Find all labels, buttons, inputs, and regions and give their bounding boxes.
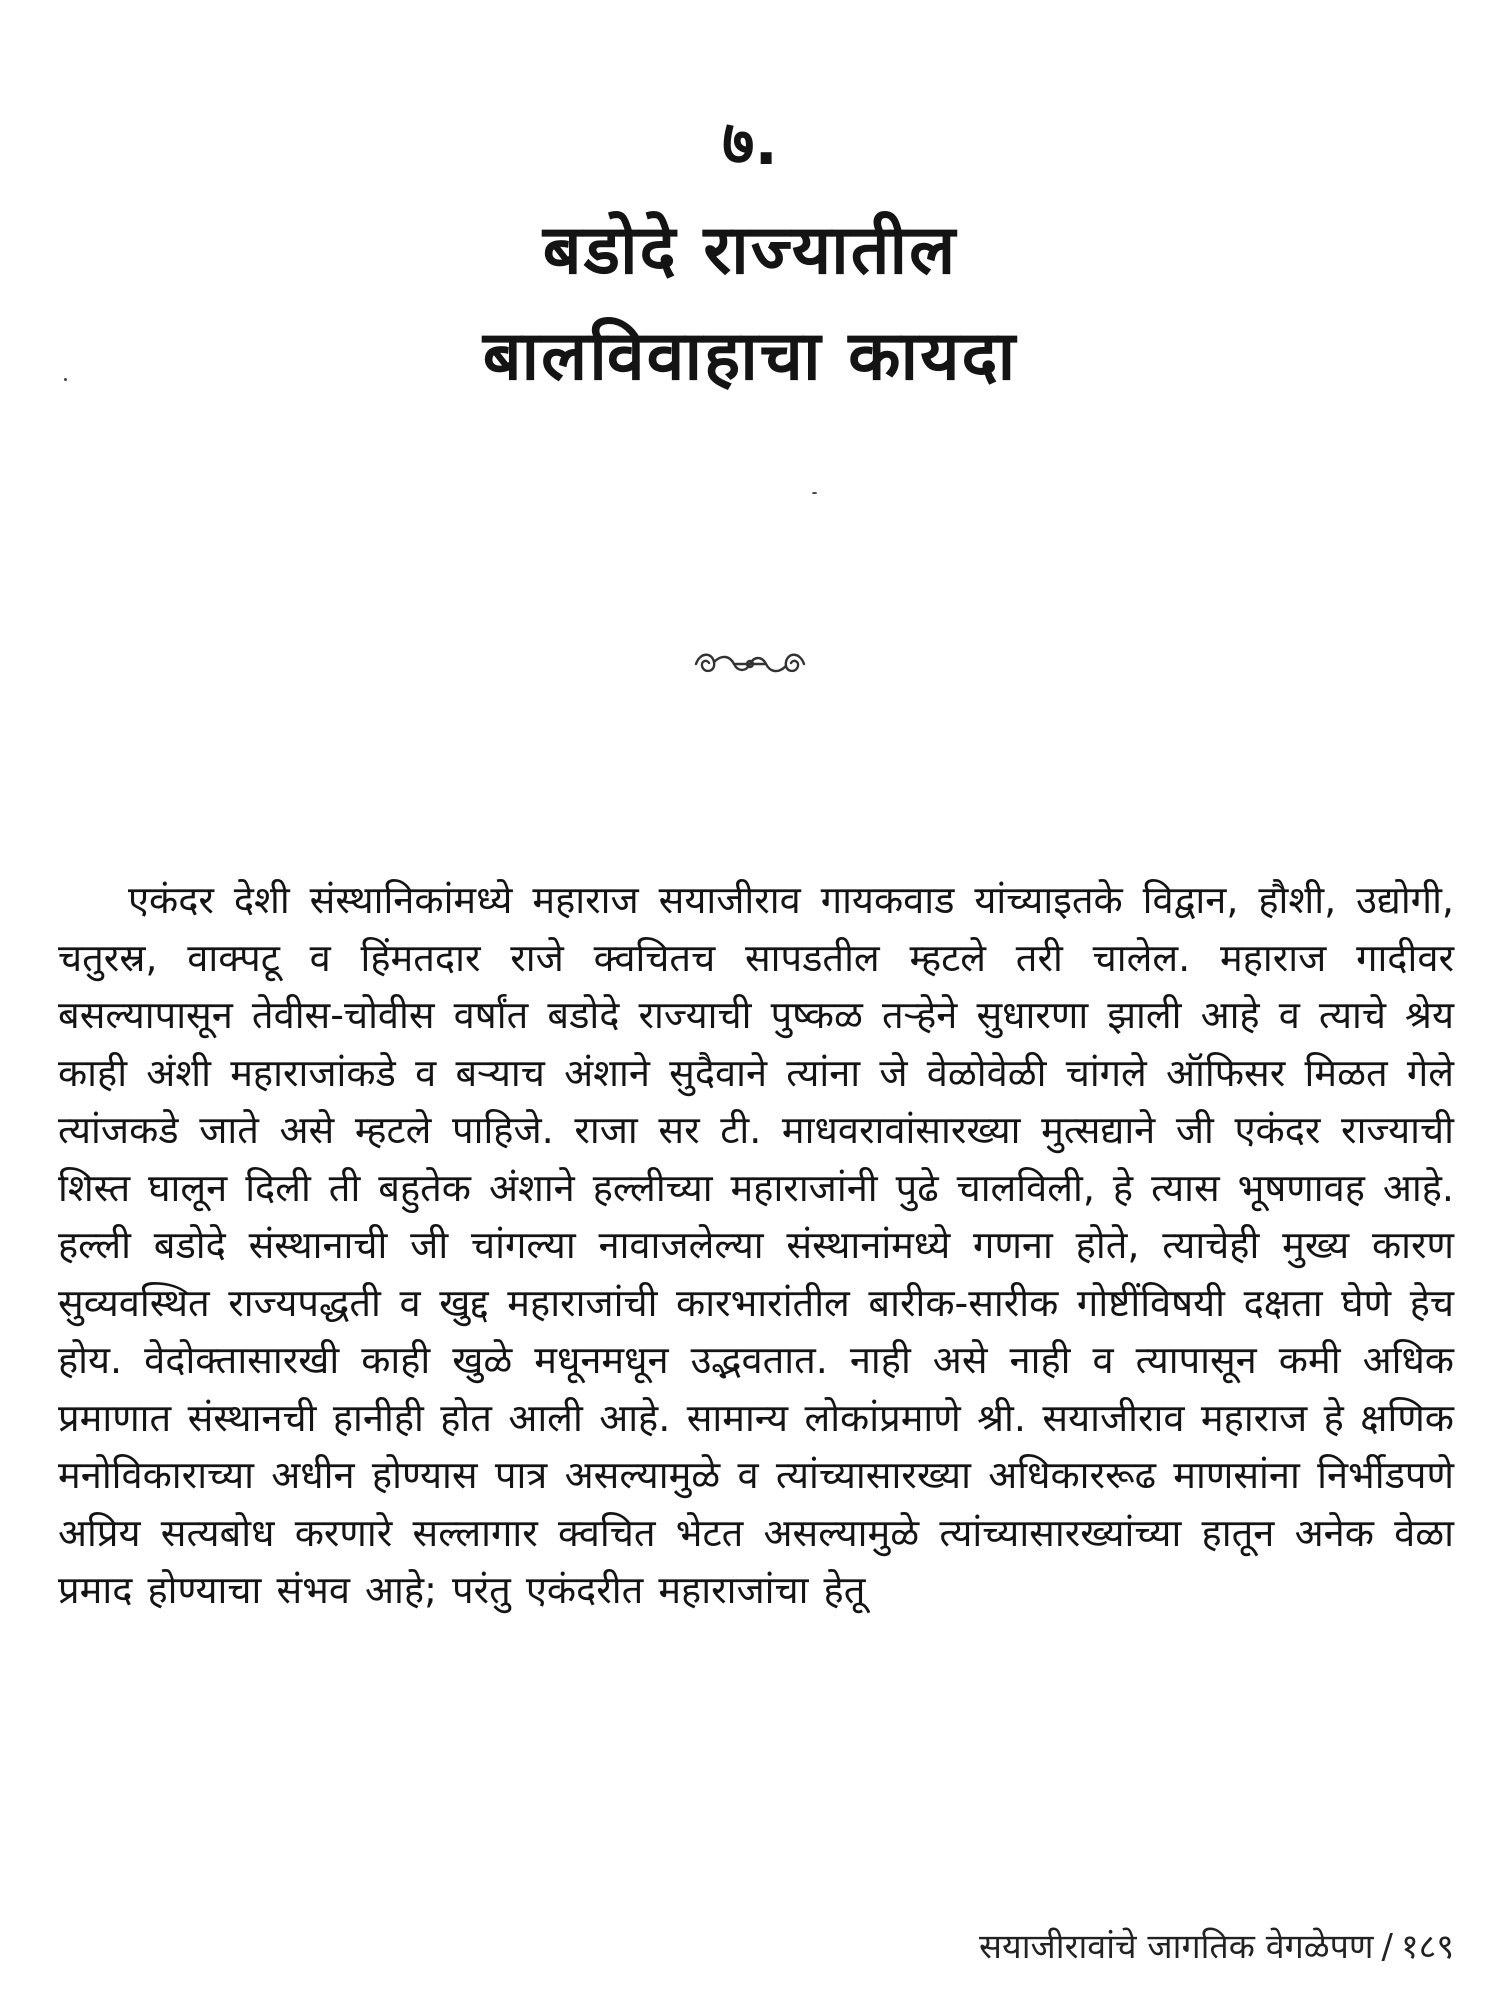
chapter-title-line-1: बडोदे राज्यातील: [542, 211, 958, 290]
body-paragraph: एकंदर देशी संस्थानिकांमध्ये महाराज सयाजीराव गायकवाड यांच्याइतके विद्वान, हौशी, उद्योगी, चतुरस्र, वाक्पटू व हिंमतदार राजे क्वचितच सापडतील म्हटले तरी चालेल. महाराज गादीवर बसल्यापासून तेवीस-चोवीस वर्षांत बडोदे राज्याची पुष्कळ तऱ्हेने सुधारणा झाली आहे व त्याचे श्रेय काही अंशी महाराजांकडे व बऱ्याच अंशाने सुदैवाने त्यांना जे वेळोवेळी चांगले ऑफिसर मिळत गेले त्यांजकडे जाते असे म्हटले पाहिजे. राजा सर टी. माधवरावांसारख्या मुत्सद्याने जी एकंदर राज्याची शिस्त घालून दिली ती बहुतेक अंशाने हल्लीच्या महाराजांनी पुढे चालविली, हे त्यास भूषणावह आहे. हल्ली बडोदे संस्थानाची जी चांगल्या नावाजलेल्या संस्थानांमध्ये गणना होते, त्याचेही मुख्य कारण सुव्यवस्थित राज्यपद्धती व खुद्द महाराजांची कारभारांतील बारीक-सारीक गोष्टींविषयी दक्षता घेणे हेच होय. वेदोक्तासारखी काही खुळे मधूनमधून उद्भवतात. नाही असे नाही व त्यापासून कमी अधिक प्रमाणात संस्थानची हानीही होत आली आहे. सामान्य लोकांप्रमाणे श्री. सयाजीराव महाराज हे क्षणिक मनोविकाराच्या अधीन होण्यास पात्र असल्यामुळे व त्यांच्यासारख्या अधिकाररूढ माणसांना निर्भीडपणे अप्रिय सत्यबोध करणारे सल्लागार क्वचित भेटत असल्यामुळे त्यांच्यासारख्यांच्या हातून अनेक वेळा प्रमाद होण्याचा संभव आहे; परंतु एकंदरीत महाराजांचा हेतू: [58, 878, 1454, 1612]
scan-speck: [812, 492, 817, 494]
footer-page-number: १८९: [1400, 1927, 1454, 1967]
decorative-flourish-icon: [690, 644, 810, 684]
chapter-number: ७.: [722, 106, 778, 179]
page-footer: [979, 1927, 1454, 1967]
chapter-title-line-2: बालविवाहाचा कायदा: [482, 317, 1018, 396]
footer-book-title: सयाजीरावांचे जागतिक वेगळेपण: [979, 1927, 1374, 1967]
footer-separator: /: [1381, 1927, 1393, 1967]
chapter-title: [0, 198, 1500, 410]
scan-speck: [64, 378, 67, 381]
